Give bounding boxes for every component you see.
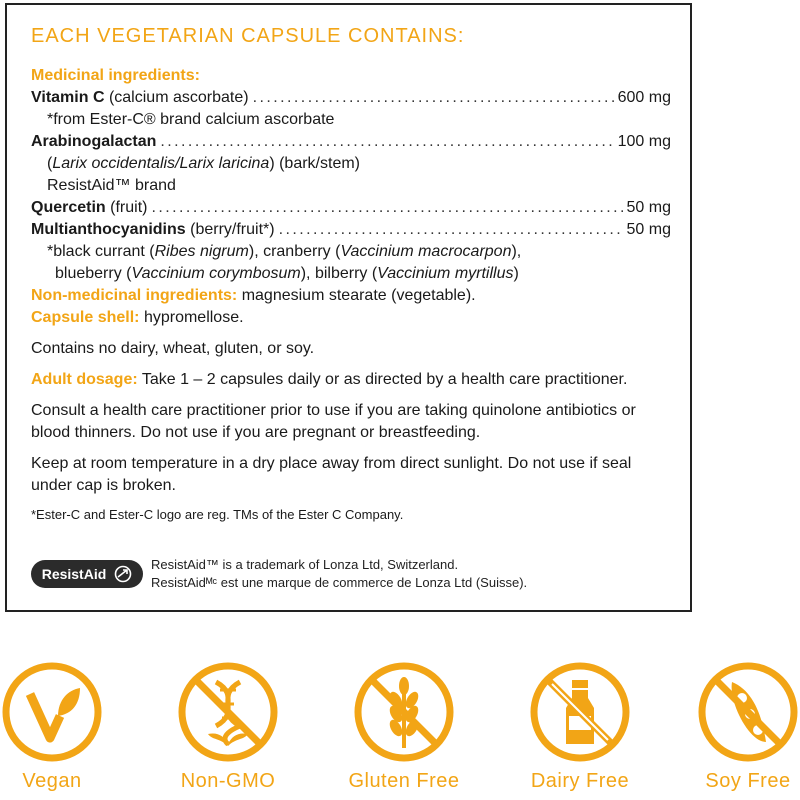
badge-label: Dairy Free [530, 770, 630, 792]
medicinal-title: Medicinal ingredients: [31, 67, 200, 84]
arabinogalactan-amount: 100 mg [617, 133, 671, 150]
shield-arrow-icon [114, 565, 132, 583]
wheat-icon [352, 660, 456, 764]
quercetin-row [31, 197, 671, 219]
leader-dots [160, 131, 613, 153]
badge-label: Soy Free [705, 770, 791, 792]
quercetin-amount: 50 mg [626, 199, 671, 216]
dosage-paragraph [31, 369, 671, 391]
capsule-shell-title: Capsule shell: [31, 309, 140, 326]
vitamin-c-name: Vitamin C [31, 89, 105, 106]
vitamin-c-row [31, 87, 671, 109]
non-medicinal-line [31, 285, 671, 307]
multi-name: Multianthocyanidins [31, 221, 186, 238]
arabinogalactan-name: Arabinogalactan [31, 133, 157, 150]
resistaid-logo-text: ResistAid [41, 566, 107, 582]
capsule-shell-text: hypromellose. [143, 309, 244, 326]
quercetin-detail: (fruit) [110, 199, 148, 216]
badge-vegan [0, 660, 112, 793]
dna-icon [176, 660, 280, 764]
leader-dots [151, 197, 622, 219]
arabinogalactan-brand: ResistAid™ brand [47, 177, 176, 194]
multi-detail: (berry/fruit*) [190, 221, 275, 238]
arabinogalactan-latin: Larix occidentalis/Larix laricina [52, 155, 270, 172]
arabinogalactan-row [31, 131, 671, 153]
allergen-statement: Contains no dairy, wheat, gluten, or soy. [31, 340, 315, 357]
arabinogalactan-source: (Larix occidentalis/Larix laricina) (bark/stem) [47, 155, 360, 172]
resistaid-logo [31, 560, 143, 588]
berry-sources-line-1: *black currant (Ribes nigrum), cranberry (Vaccinium macrocarpon), [47, 243, 522, 260]
storage-paragraph: Keep at room temperature in a dry place away from direct sunlight. Do not use if seal under cap is broken. [31, 455, 632, 494]
resistaid-text [151, 556, 527, 592]
ester-c-footnote: *Ester-C and Ester-C logo are reg. TMs of the Ester C Company. [31, 507, 404, 522]
badge-gluten-free [344, 660, 464, 793]
vegan-icon [0, 660, 104, 764]
panel-heading: EACH VEGETARIAN CAPSULE CONTAINS: [31, 25, 465, 47]
multianthocyanidins-row [31, 219, 671, 241]
quercetin-name: Quercetin [31, 199, 106, 216]
resistaid-trademark [31, 556, 527, 592]
berry-sources-line-2: blueberry (Vaccinium corymbosum), bilberry (Vaccinium myrtillus) [55, 265, 519, 282]
non-medicinal-text: magnesium stearate (vegetable). [241, 287, 476, 304]
multi-amount: 50 mg [626, 221, 671, 238]
vitamin-c-note: *from Ester-C® brand calcium ascorbate [47, 111, 335, 128]
leader-dots [253, 87, 614, 109]
resistaid-line-1: ResistAid™ is a trademark of Lonza Ltd, Switzerland. [151, 557, 459, 572]
ingredients-content [31, 65, 671, 524]
soybean-icon [696, 660, 800, 764]
leader-dots [279, 219, 623, 241]
dosage-title: Adult dosage: [31, 371, 138, 388]
vitamin-c-detail: (calcium ascorbate) [108, 89, 249, 106]
dosage-text: Take 1 – 2 capsules daily or as directed by a health care practitioner. [141, 371, 628, 388]
non-medicinal-title: Non-medicinal ingredients: [31, 287, 238, 304]
badge-dairy-free [520, 660, 640, 793]
badge-soy-free [688, 660, 800, 793]
badge-label: Gluten Free [348, 770, 460, 792]
milk-bottle-icon [528, 660, 632, 764]
vitamin-c-amount: 600 mg [617, 89, 671, 106]
capsule-shell-line [31, 307, 671, 329]
free-from-badges [0, 660, 800, 800]
badge-label: Vegan [22, 770, 82, 792]
badge-label: Non-GMO [180, 770, 276, 792]
resistaid-line-2: ResistAidᴹᶜ est une marque de commerce de Lonza Ltd (Suisse). [151, 575, 528, 590]
caution-paragraph: Consult a health care practitioner prior to use if you are taking quinolone antibiotics or blood thinners. Do not use if you are pregnant or breastfeeding. [31, 402, 636, 441]
supplement-facts-panel [5, 3, 692, 612]
arabinogalactan-part: (bark/stem) [279, 155, 360, 172]
badge-non-gmo [168, 660, 288, 793]
